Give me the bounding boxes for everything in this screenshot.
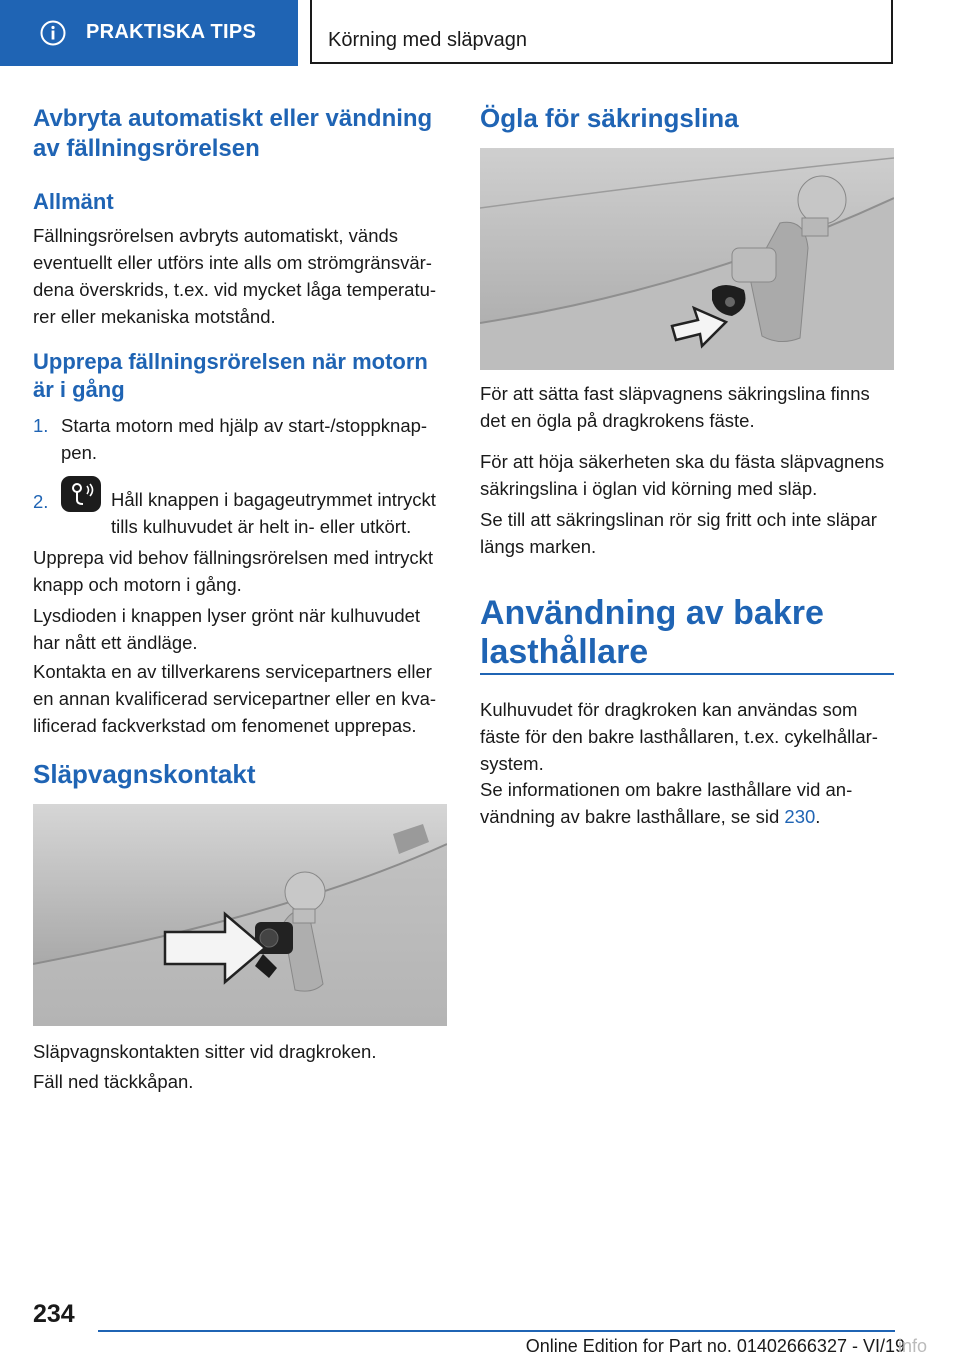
step-item <box>33 476 447 537</box>
page-number: 234 <box>33 1300 75 1328</box>
tow-hitch-button-icon <box>61 476 101 512</box>
watermark-text: info <box>897 1336 927 1356</box>
paragraph-anv1: Kulhuvudet för dragkroken kan användas som fäste för den bakre lasthållaren, t.ex. cykelhållar-system. <box>480 699 878 774</box>
paragraph-ogla1: För att sätta fast släpvagnens säkringslina finns det en ögla på dragkrokens fäste. <box>480 383 870 431</box>
paragraph-upprepa-vid: Upprepa vid behov fällningsrörelsen med intryckt knapp och motorn i gång. <box>33 547 434 595</box>
step-number: 1. <box>33 415 49 436</box>
anv2-end: . <box>815 806 821 827</box>
footer-rule <box>98 1330 895 1332</box>
section-heading-ogla: Ögla för säkringslina <box>480 103 739 133</box>
anv2-text: Se informationen om bakre lasthållare vid an-vändning av bakre lasthållare, se sid <box>480 779 853 827</box>
section-rule <box>480 673 894 675</box>
paragraph-kontakta: Kontakta en av tillverkarens servicepartners eller en annan kvalificerad servicepartner eller en kva-lificerad fackverkstad om fenomenet upprepas. <box>33 661 437 736</box>
step-text: Håll knappen i bagageutrymmet intryckt tills kulhuvudet är helt in- eller utkört. <box>111 489 436 537</box>
edition-text: Online Edition for Part no. 01402666327 - VI/19 <box>525 1336 905 1356</box>
info-icon <box>40 20 66 46</box>
section-heading-anvandning: Användning av bakre lasthållare <box>480 594 824 671</box>
chapter-title: Körning med släpvagn <box>328 29 528 51</box>
page-link-230[interactable]: 230 <box>784 806 816 827</box>
paragraph-ogla3: Se till att säkringslinan rör sig fritt och inte släpar längs marken. <box>480 509 877 557</box>
step-text: Starta motorn med hjälp av start-/stoppknap-pen. <box>61 415 428 463</box>
chapter-title-box <box>310 0 893 64</box>
section-heading-slapvagnskontakt: Släpvagnskontakt <box>33 759 256 789</box>
subheading-upprepa: Upprepa fällningsrörelsen när motorn är i gång <box>33 349 428 402</box>
trailer-socket-illustration <box>33 804 447 1026</box>
chapter-tab[interactable] <box>0 0 298 66</box>
paragraph-lysdioden: Lysdioden i knappen lyser grönt när kulhuvudet har nått ett ändläge. <box>33 605 421 653</box>
paragraph-sitter: Släpvagnskontakten sitter vid dragkroken. <box>33 1041 377 1062</box>
paragraph-fall: Fäll ned täckkåpan. <box>33 1071 194 1092</box>
paragraph-anv2 <box>480 776 894 830</box>
paragraph-ogla2: För att höja säkerheten ska du fästa släpvagnens säkringslina i öglan vid körning med släp. <box>480 451 885 499</box>
subheading-allmant: Allmänt <box>33 189 114 214</box>
chapter-tab-label: PRAKTISKA TIPS <box>86 21 257 43</box>
section-heading-avbryta: Avbryta automatiskt eller vändning av fällningsrörelsen <box>33 105 433 162</box>
safety-eye-illustration <box>480 148 894 370</box>
step-item <box>33 412 447 466</box>
paragraph-allmant: Fällningsrörelsen avbryts automatiskt, vänds eventuellt eller utförs inte alls om strömgränsvär-dena överskrids, t.ex. vid mycket låga temperatu-rer eller mekaniska motstånd. <box>33 225 437 327</box>
step-number: 2. <box>33 491 49 512</box>
